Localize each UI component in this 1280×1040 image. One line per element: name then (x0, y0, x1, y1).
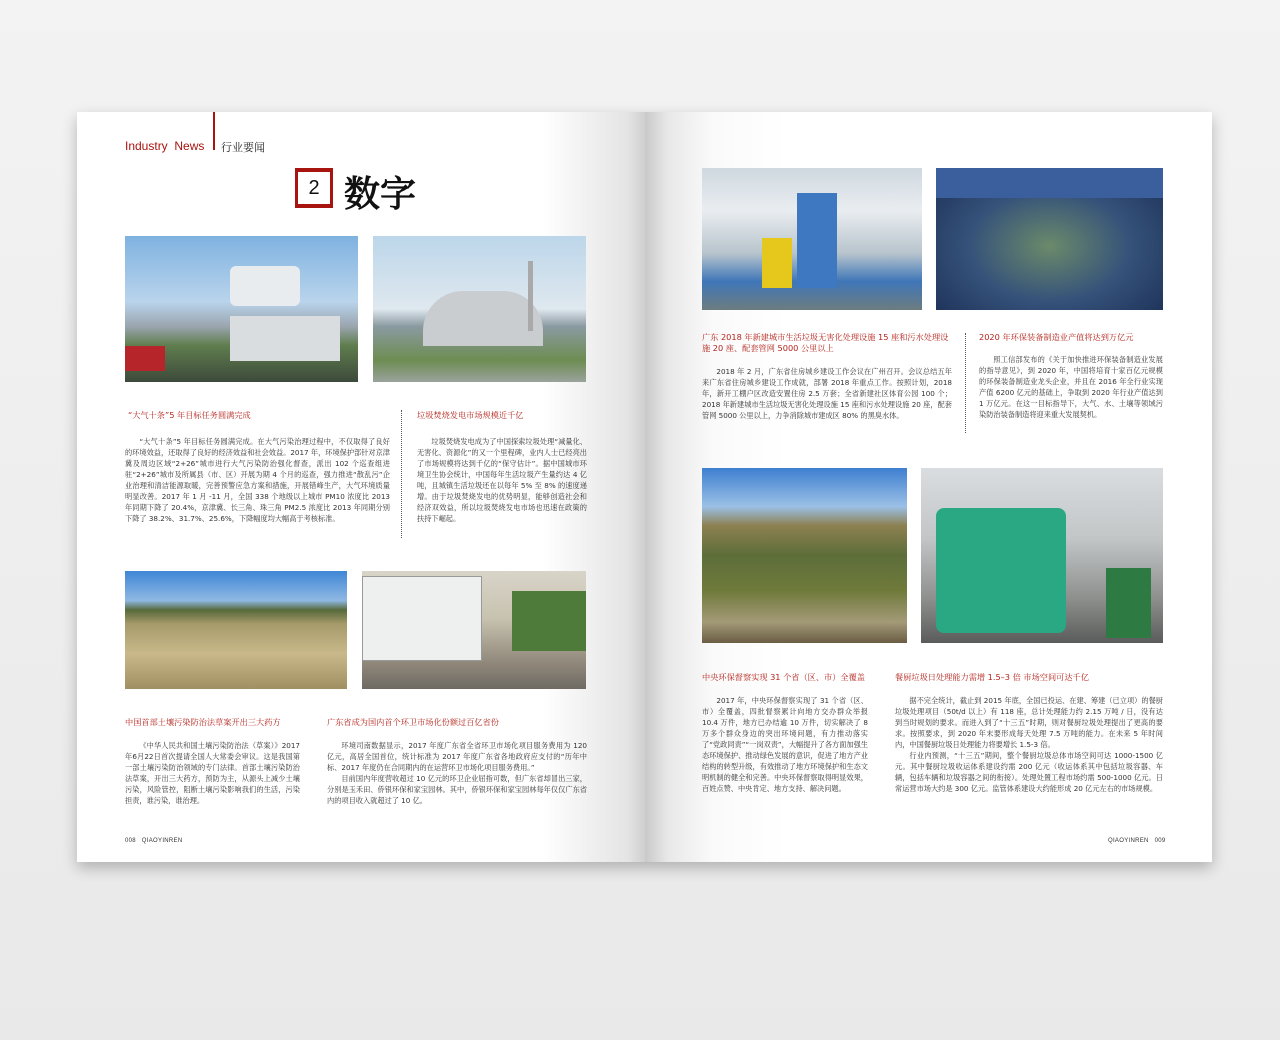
column-separator (401, 410, 402, 538)
section-number: 2 (295, 168, 333, 208)
article-central-inspection: 2017 年，中央环保督察实现了 31 个省（区、市）全覆盖，四批督察累计向地方交办群众举报 10.4 万件，地方已办结逾 10 万件，切实解决了 8 万多个群众身边的突出环境问题，有力推动落实了“党政同责”“一岗双责”，大幅提升了各方面加强生态环境保护、推动绿色发展的意识，促进了地方产业结构的转型升级，有效推动了地方环境保护和生态文明机制的健全和完善。中央环保督察取得明显效果，百姓点赞、中央肯定、地方支持、解决问题。 (702, 696, 868, 793)
photo-soil-field (125, 571, 347, 689)
paragraph: 行业内预测，“十三五”期间，整个餐厨垃圾总体市场空间可达 1000-1500 亿元。其中餐厨垃圾收运体系建设约需 200 亿元（收运体系其中包括垃圾容器、车辆，包括车辆和垃圾容器之间的衔接）。处理处置工程市场约需 500-1000 亿元。日常运营市场大约是 300 亿元。监管体系建设大约能形成 20 亿元左右的市场规模。 (895, 751, 1163, 793)
article-equipment-output: 照工信部发布的《关于加快推进环保装备制造业发展的指导意见》，到 2020 年，中国将培育十家百亿元规模的环保装备制造业龙头企业，并且在 2016 年全行业实现产值 6200 亿元的基础上，争取到 2020 年行业产值达到 1 万亿元。在这一目标指导下，大气、水、土壤等领域污染防治装备制造将迎来重大发展契机。 (979, 355, 1163, 419)
header-divider (213, 112, 215, 150)
photo-wetland (702, 468, 907, 643)
article-guangdong-sanitation (327, 740, 587, 806)
article-guangdong-facilities: 2018 年 2 月，广东省住房城乡建设工作会议在广州召开。会议总结五年来广东省住房城乡建设工作成就，部署 2018 年重点工作。按照计划，2018 年，新开工棚户区改造安置住房 2.5 万套；全省新建社区体育公园 100 个；2018 年新建城市生活垃圾无害化处理设施 15 座和污水处理设施 20 座，配套管网 5000 公里以上，力争消除城市建成区 80% 的黑臭水体。 (702, 367, 952, 420)
photo-kitchen-waste-truck (921, 468, 1163, 643)
section-label-en: Industry News (125, 139, 205, 153)
article-incineration: 垃圾焚烧发电成为了中国探索垃圾处理“减量化、无害化、资源化”的又一个里程碑，业内人士已经亮出了市场规模将达到千亿的“保守估计”。据中国城市环境卫生协会统计，中国每年生活垃圾产生量约达 4 亿吨，且城镇生活垃圾还在以每年 5% 至 8% 的速度递增。由于垃圾焚烧发电的优势明显，能够创造社会和经济双效益，所以垃圾焚烧发电市场也迅速在政策的扶持下崛起。 (417, 437, 587, 523)
paragraph: 据不完全统计，截止到 2015 年底，全国已投运、在建、筹建（已立项）的餐厨垃圾处理项目（50t/d 以上）有 118 座，总计处理能力约 2.15 万吨 / 日，没有达到当时规划的要求。而进入到了“十三五”时期，则对餐厨垃圾处理提出了更高的要求。按照要求，到 2020 年末要形成每天处理 7.5 万吨的能力。在未来 5 年时间内，中国餐厨垃圾日处理能力将要增长 1.5-3 倍。 (895, 696, 1163, 749)
headline-guangdong-sanitation: 广东省成为国内首个环卫市场化份额过百亿省份 (327, 717, 499, 727)
headline-central-inspection: 中央环保督察实现 31 个省（区、市）全覆盖 (702, 672, 865, 682)
photo-incineration-plant (373, 236, 586, 382)
headline-soil-law: 中国首部土壤污染防治法草案开出三大药方 (125, 717, 281, 727)
column-separator (965, 333, 966, 433)
headline-air-plan: “大气十条”5 年目标任务圆满完成 (128, 410, 251, 420)
headline-incineration: 垃圾焚烧发电市场规模近千亿 (417, 410, 524, 420)
photo-factory-floor (936, 168, 1163, 310)
headline-kitchen-waste: 餐厨垃圾日处理能力需增 1.5–3 倍 市场空间可达千亿 (895, 672, 1089, 682)
photo-garbage-truck (362, 571, 586, 689)
article-kitchen-waste (895, 695, 1163, 794)
page-footer-left: 008 QIAOYINREN (125, 838, 183, 844)
article-soil-law: 《中华人民共和国土壤污染防治法（草案）》2017年6月22日首次提请全国人大常委会审议。这是我国第一部土壤污染防治领域的专门法律。首部土壤污染防治法草案，开出三大药方，预防为主，从源头上减少土壤污染，风险管控，阻断土壤污染影响我们的生活，污染担责，谁污染，谁治理。 (125, 741, 300, 805)
section-label-cn: 行业要闻 (221, 141, 265, 154)
paragraph: 环境司南数据显示，2017 年度广东省全省环卫市场化项目服务费用为 120 亿元，高居全国首位，统计标准为 2017 年度广东省各地政府应支付的“历年中标、2017 年度仍在合同期内的在运营环卫市场化项目服务费用。” (327, 741, 587, 772)
page-footer-right: QIAOYINREN 009 (1108, 838, 1166, 844)
photo-treatment-facility (702, 168, 922, 310)
article-air-plan: “大气十条”5 年目标任务圆满完成。在大气污染治理过程中，不仅取得了良好的环境效益，还取得了良好的经济效益和社会效益。2017 年，环境保护部针对京津冀及周边区域“2+26”城市进行大气污染防治强化督查，派出 102 个巡查组进驻“2+26”城市及所属县（市、区）开展为期 4 个月的巡查，强力推进“散乱污”企业治理和清洁能源取暖，完善预警应急方案和措施，开展错峰生产，大气环境质量明显改善。2017 年 1 月 -11 月，全国 338 个地级以上城市 PM10 浓度比 2013 年同期下降了 20.4%，京津冀、长三角、珠三角 PM2.5 浓度比 2013 年同期分别下降了 38.2%、31.7%、25.6%，下降幅度均大幅高于考核标准。 (125, 437, 390, 523)
headline-guangdong-facilities: 广东 2018 年新建城市生活垃圾无害化处理设施 15 座和污水处理设施 20 座、配套管网 5000 公里以上 (702, 332, 949, 353)
page-title: 数字 (344, 173, 417, 215)
headline-equipment-output: 2020 年环保装备制造业产值将达到万亿元 (979, 332, 1134, 342)
paragraph: 目前国内年度营收超过 10 亿元的环卫企业屈指可数，但广东省却冒出三家，分别是玉禾田、侨银环保和家宝园林。其中，侨银环保和家宝园林每年仅仅广东省内的项目收入就超过了 10 亿。 (327, 774, 587, 805)
photo-fog-cannon (125, 236, 358, 382)
